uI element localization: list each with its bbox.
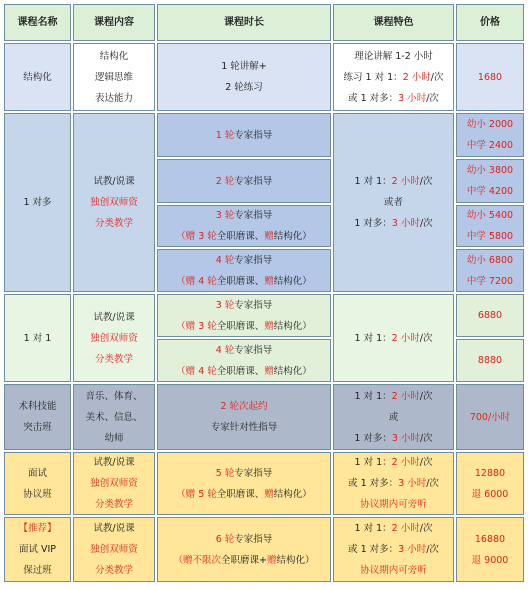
row-group-name: 1 对多 — [4, 113, 71, 292]
row-group-content: 试教/说课 独创双师资 分类教学 — [73, 113, 155, 292]
header-price: 价格 — [456, 4, 524, 41]
row-group-duration-4: 4 轮专家指导 （赠 4 轮全职磨课、赠结构化） — [157, 249, 331, 292]
row-vip-feature: 1 对 1：2 小时/次 或 1 对多：3 小时/次 协议期内可旁听 — [333, 517, 454, 582]
row-agreement-duration: 5 轮专家指导 （赠 5 轮全职磨课、赠结构化） — [157, 452, 331, 515]
row-group-duration-1: 1 轮专家指导 — [157, 113, 331, 157]
row-one-on-one-name: 1 对 1 — [4, 294, 71, 382]
row-structured-price: 1680 — [456, 43, 524, 111]
row-group-price-2: 幼小 3800 中学 4200 — [456, 159, 524, 203]
header-feature: 课程特色 — [333, 4, 454, 41]
row-agreement-content: 试教/说课 独创双师资 分类教学 — [73, 452, 155, 515]
row-one-on-one-content: 试教/说课 独创双师资 分类教学 — [73, 294, 155, 382]
row-group-price-1: 幼小 2000 中学 2400 — [456, 113, 524, 157]
row-structured-duration: 1 轮讲解+ 2 轮练习 — [157, 43, 331, 111]
header-content: 课程内容 — [73, 4, 155, 41]
row-group-feature: 1 对 1：2 小时/次 或者 1 对多：3 小时/次 — [333, 113, 454, 292]
row-skills-price: 700/小时 — [456, 384, 524, 450]
row-vip-price: 16880 退 9000 — [456, 517, 524, 582]
row-vip-name: 【推荐】 面试 VIP 保过班 — [4, 517, 71, 582]
row-vip-content: 试教/说课 独创双师资 分类教学 — [73, 517, 155, 582]
row-structured-feature: 理论讲解 1-2 小时 练习 1 对 1：2 小时/次 或 1 对多：3 小时/次 — [333, 43, 454, 111]
row-group-price-4: 幼小 6800 中学 7200 — [456, 249, 524, 292]
header-name: 课程名称 — [4, 4, 71, 41]
row-skills-feature: 1 对 1：2 小时/次 或 1 对多：3 小时/次 — [333, 384, 454, 450]
row-group-duration-2: 2 轮专家指导 — [157, 159, 331, 203]
row-structured-name: 结构化 — [4, 43, 71, 111]
row-group-price-3: 幼小 5400 中学 5800 — [456, 205, 524, 247]
row-one-on-one-duration-2: 4 轮专家指导 （赠 4 轮全职磨课、赠结构化） — [157, 339, 331, 382]
row-agreement-name: 面试 协议班 — [4, 452, 71, 515]
row-vip-duration: 6 轮专家指导 （赠不限次全职磨课+赠结构化） — [157, 517, 331, 582]
row-one-on-one-price-2: 8880 — [456, 339, 524, 382]
header-duration: 课程时长 — [157, 4, 331, 41]
row-one-on-one-price-1: 6880 — [456, 294, 524, 337]
row-one-on-one-duration-1: 3 轮专家指导 （赠 3 轮全职磨课、赠结构化） — [157, 294, 331, 337]
row-group-duration-3: 3 轮专家指导 （赠 3 轮全职磨课、赠结构化） — [157, 205, 331, 247]
row-skills-duration: 2 轮次起约 专家针对性指导 — [157, 384, 331, 450]
row-one-on-one-feature: 1 对 1：2 小时/次 — [333, 294, 454, 382]
row-skills-content: 音乐、体育、 美术、信息、 幼师 — [73, 384, 155, 450]
row-agreement-price: 12880 退 6000 — [456, 452, 524, 515]
row-agreement-feature: 1 对 1：2 小时/次 或 1 对多：3 小时/次 协议期内可旁听 — [333, 452, 454, 515]
row-structured-content: 结构化 逻辑思维 表达能力 — [73, 43, 155, 111]
row-skills-name: 术科技能 突击班 — [4, 384, 71, 450]
